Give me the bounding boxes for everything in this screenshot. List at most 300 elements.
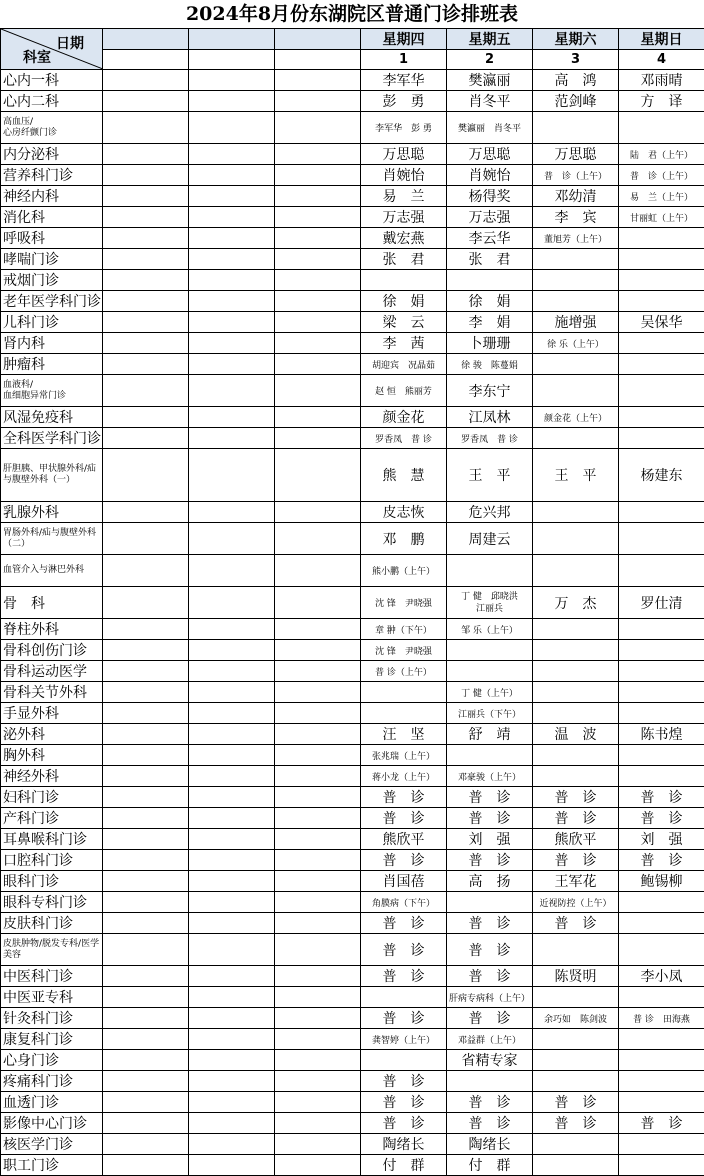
schedule-cell	[619, 502, 704, 523]
schedule-cell: 汪 坚	[361, 724, 447, 745]
day-header: 星期六	[533, 29, 619, 50]
schedule-cell: 普 诊	[361, 934, 447, 966]
schedule-cell	[533, 934, 619, 966]
schedule-cell: 普 诊	[447, 808, 533, 829]
blank-cell	[189, 375, 275, 407]
schedule-cell: 颜金花	[361, 407, 447, 428]
blank-cell	[103, 871, 189, 892]
schedule-cell	[533, 766, 619, 787]
schedule-cell: 邓豪骏（上午）	[447, 766, 533, 787]
blank-cell	[103, 407, 189, 428]
dept-cell: 心内一科	[1, 70, 103, 91]
blank-cell	[189, 1092, 275, 1113]
blank-cell	[103, 703, 189, 724]
blank-cell	[275, 449, 361, 502]
schedule-cell	[361, 270, 447, 291]
day-header: 星期日	[619, 29, 704, 50]
table-row	[1, 850, 704, 871]
schedule-cell: 陈书煌	[619, 724, 704, 745]
table-row	[1, 291, 704, 312]
schedule-cell	[619, 1050, 704, 1071]
schedule-cell	[619, 1134, 704, 1155]
schedule-cell: 方 译	[619, 91, 704, 112]
blank-cell	[189, 640, 275, 661]
schedule-cell	[533, 1071, 619, 1092]
schedule-cell	[619, 640, 704, 661]
blank-cell	[275, 207, 361, 228]
schedule-cell	[533, 1050, 619, 1071]
blank-cell	[189, 144, 275, 165]
table-row	[1, 1155, 704, 1176]
dept-cell: 血管介入与淋巴外科	[1, 555, 103, 587]
blank-cell	[189, 270, 275, 291]
page-title: 2024年8月份东湖院区普通门诊排班表	[0, 0, 704, 28]
table-row	[1, 1029, 704, 1050]
table-row	[1, 766, 704, 787]
schedule-cell	[533, 270, 619, 291]
schedule-cell: 梁 云	[361, 312, 447, 333]
blank-cell	[103, 270, 189, 291]
schedule-cell: 普 诊	[361, 1071, 447, 1092]
blank-cell	[275, 228, 361, 249]
table-row	[1, 270, 704, 291]
schedule-cell	[619, 913, 704, 934]
schedule-cell	[619, 291, 704, 312]
blank-cell	[275, 555, 361, 587]
header-blank	[275, 50, 361, 70]
schedule-cell: 张 君	[361, 249, 447, 270]
schedule-cell: 余巧如 陈剑波	[533, 1008, 619, 1029]
schedule-cell: 邓雨晴	[619, 70, 704, 91]
blank-cell	[275, 808, 361, 829]
schedule-cell	[619, 619, 704, 640]
blank-cell	[189, 555, 275, 587]
schedule-cell: 王军花	[533, 871, 619, 892]
blank-cell	[189, 91, 275, 112]
blank-cell	[103, 745, 189, 766]
schedule-cell	[533, 523, 619, 555]
table-row	[1, 1008, 704, 1029]
schedule-cell: 熊 慧	[361, 449, 447, 502]
schedule-cell	[619, 228, 704, 249]
schedule-cell: 罗仕清	[619, 587, 704, 619]
table-row	[1, 228, 704, 249]
header-blank	[275, 29, 361, 50]
blank-cell	[275, 312, 361, 333]
blank-cell	[103, 934, 189, 966]
blank-cell	[275, 1155, 361, 1176]
blank-cell	[189, 312, 275, 333]
schedule-cell	[533, 619, 619, 640]
schedule-cell	[619, 987, 704, 1008]
schedule-cell: 普 诊	[447, 1113, 533, 1134]
table-row	[1, 703, 704, 724]
schedule-cell: 省精专家	[447, 1050, 533, 1071]
schedule-cell: 温 波	[533, 724, 619, 745]
blank-cell	[103, 112, 189, 144]
schedule-cell: 李军华 彭 勇	[361, 112, 447, 144]
blank-cell	[189, 449, 275, 502]
blank-cell	[275, 892, 361, 913]
schedule-cell: 樊瀛丽 肖冬平	[447, 112, 533, 144]
dept-cell: 骨科创伤门诊	[1, 640, 103, 661]
schedule-cell	[533, 291, 619, 312]
table-row	[1, 555, 704, 587]
date-label: 日期	[56, 33, 84, 53]
dept-cell: 血液科/ 血细胞异常门诊	[1, 375, 103, 407]
schedule-cell: 普 诊	[533, 850, 619, 871]
blank-cell	[275, 619, 361, 640]
schedule-cell	[619, 1029, 704, 1050]
table-row	[1, 207, 704, 228]
schedule-cell	[447, 661, 533, 682]
blank-cell	[103, 1008, 189, 1029]
blank-cell	[103, 787, 189, 808]
schedule-cell: 陶绪长	[447, 1134, 533, 1155]
dept-cell: 核医学门诊	[1, 1134, 103, 1155]
blank-cell	[103, 291, 189, 312]
blank-cell	[275, 1092, 361, 1113]
schedule-cell: 肝病专病科（上午）	[447, 987, 533, 1008]
schedule-cell: 普 诊	[361, 850, 447, 871]
blank-cell	[189, 619, 275, 640]
blank-cell	[189, 1050, 275, 1071]
schedule-cell	[447, 270, 533, 291]
blank-cell	[275, 291, 361, 312]
schedule-cell: 万思聪	[361, 144, 447, 165]
blank-cell	[189, 913, 275, 934]
blank-cell	[103, 228, 189, 249]
dept-cell: 神经外科	[1, 766, 103, 787]
dept-cell: 皮肤科门诊	[1, 913, 103, 934]
schedule-cell	[447, 745, 533, 766]
schedule-cell: 张 君	[447, 249, 533, 270]
blank-cell	[275, 787, 361, 808]
schedule-cell: 普 诊	[447, 966, 533, 987]
schedule-cell: 沈 锋 尹晓强	[361, 640, 447, 661]
schedule-cell: 普 诊	[619, 787, 704, 808]
blank-cell	[275, 829, 361, 850]
blank-cell	[275, 407, 361, 428]
dept-cell: 中医科门诊	[1, 966, 103, 987]
schedule-cell	[619, 1155, 704, 1176]
schedule-cell: 周建云	[447, 523, 533, 555]
schedule-cell	[619, 555, 704, 587]
schedule-cell: 万思聪	[533, 144, 619, 165]
dept-cell: 哮喘门诊	[1, 249, 103, 270]
blank-cell	[275, 70, 361, 91]
schedule-cell: 普 诊	[361, 1092, 447, 1113]
blank-cell	[103, 587, 189, 619]
blank-cell	[189, 966, 275, 987]
schedule-cell: 蒋小龙（上午）	[361, 766, 447, 787]
schedule-cell	[619, 682, 704, 703]
schedule-cell: 普 诊 田海燕	[619, 1008, 704, 1029]
dept-cell: 神经内科	[1, 186, 103, 207]
table-row	[1, 428, 704, 449]
schedule-cell: 范剑峰	[533, 91, 619, 112]
schedule-cell: 李云华	[447, 228, 533, 249]
schedule-cell	[619, 661, 704, 682]
schedule-cell	[447, 555, 533, 587]
schedule-cell: 高 鸿	[533, 70, 619, 91]
blank-cell	[189, 871, 275, 892]
schedule-cell: 普 诊	[533, 808, 619, 829]
schedule-cell: 龚智婷（上午）	[361, 1029, 447, 1050]
schedule-cell: 徐 骏 陈蔓娟	[447, 354, 533, 375]
schedule-cell: 普 诊	[533, 787, 619, 808]
dept-cell: 肾内科	[1, 333, 103, 354]
blank-cell	[189, 934, 275, 966]
schedule-cell	[533, 354, 619, 375]
dept-cell: 乳腺外科	[1, 502, 103, 523]
schedule-cell	[533, 555, 619, 587]
schedule-cell: 普 诊	[361, 787, 447, 808]
blank-cell	[275, 661, 361, 682]
schedule-cell: 江凤林	[447, 407, 533, 428]
blank-cell	[189, 186, 275, 207]
schedule-cell: 陆 君（上午）	[619, 144, 704, 165]
blank-cell	[103, 165, 189, 186]
blank-cell	[103, 449, 189, 502]
schedule-cell: 普 诊	[361, 1113, 447, 1134]
schedule-cell: 罗香凤 普 诊	[447, 428, 533, 449]
schedule-cell: 危兴邦	[447, 502, 533, 523]
dept-cell: 心内二科	[1, 91, 103, 112]
dept-cell: 胃肠外科/疝与腹壁外科（二）	[1, 523, 103, 555]
blank-cell	[103, 966, 189, 987]
dept-cell: 中医亚专科	[1, 987, 103, 1008]
schedule-cell	[361, 987, 447, 1008]
dept-cell: 老年医学科门诊	[1, 291, 103, 312]
schedule-cell: 舒 靖	[447, 724, 533, 745]
schedule-cell: 李小凤	[619, 966, 704, 987]
schedule-cell	[447, 640, 533, 661]
table-row	[1, 829, 704, 850]
blank-cell	[189, 428, 275, 449]
table-row	[1, 70, 704, 91]
schedule-cell: 熊欣平	[533, 829, 619, 850]
blank-cell	[103, 428, 189, 449]
dept-cell: 营养科门诊	[1, 165, 103, 186]
schedule-cell	[619, 766, 704, 787]
blank-cell	[189, 407, 275, 428]
dept-cell: 胸外科	[1, 745, 103, 766]
blank-cell	[189, 1134, 275, 1155]
blank-cell	[189, 850, 275, 871]
dept-cell: 口腔科门诊	[1, 850, 103, 871]
schedule-cell: 江丽兵（下午）	[447, 703, 533, 724]
table-row	[1, 1134, 704, 1155]
schedule-cell	[619, 270, 704, 291]
schedule-cell	[619, 112, 704, 144]
schedule-cell	[619, 428, 704, 449]
schedule-cell	[533, 249, 619, 270]
blank-cell	[275, 913, 361, 934]
schedule-cell: 普 诊	[447, 850, 533, 871]
schedule-cell: 李军华	[361, 70, 447, 91]
blank-cell	[189, 892, 275, 913]
blank-cell	[275, 91, 361, 112]
schedule-cell	[447, 1071, 533, 1092]
blank-cell	[103, 354, 189, 375]
dept-cell: 风湿免疫科	[1, 407, 103, 428]
blank-cell	[103, 619, 189, 640]
schedule-cell: 胡迎宾 况晶茹	[361, 354, 447, 375]
schedule-cell: 皮志恢	[361, 502, 447, 523]
dept-cell: 儿科门诊	[1, 312, 103, 333]
schedule-cell: 肖婉怡	[361, 165, 447, 186]
header-blank	[103, 50, 189, 70]
schedule-cell	[533, 502, 619, 523]
blank-cell	[275, 766, 361, 787]
date-header: 1	[361, 50, 447, 70]
header-row-dates	[1, 50, 704, 70]
table-row	[1, 640, 704, 661]
dept-cell: 手显外科	[1, 703, 103, 724]
table-row	[1, 333, 704, 354]
schedule-cell: 熊小鹏（上午）	[361, 555, 447, 587]
blank-cell	[189, 291, 275, 312]
schedule-cell	[533, 1134, 619, 1155]
schedule-cell: 万思聪	[447, 144, 533, 165]
schedule-cell: 普 诊	[447, 934, 533, 966]
schedule-cell: 施增强	[533, 312, 619, 333]
schedule-cell	[533, 112, 619, 144]
blank-cell	[103, 1092, 189, 1113]
schedule-cell: 邓益群（上午）	[447, 1029, 533, 1050]
dept-cell: 针灸科门诊	[1, 1008, 103, 1029]
schedule-cell	[533, 375, 619, 407]
dept-cell: 血透门诊	[1, 1092, 103, 1113]
table-row	[1, 1050, 704, 1071]
blank-cell	[189, 987, 275, 1008]
dept-cell: 骨科关节外科	[1, 682, 103, 703]
blank-cell	[103, 523, 189, 555]
dept-cell: 消化科	[1, 207, 103, 228]
blank-cell	[275, 270, 361, 291]
schedule-cell: 肖冬平	[447, 91, 533, 112]
blank-cell	[189, 766, 275, 787]
blank-cell	[275, 1134, 361, 1155]
schedule-cell	[533, 682, 619, 703]
schedule-cell: 卜珊珊	[447, 333, 533, 354]
blank-cell	[275, 1008, 361, 1029]
blank-cell	[103, 1050, 189, 1071]
header-blank	[189, 29, 275, 50]
table-row	[1, 587, 704, 619]
blank-cell	[103, 1071, 189, 1092]
schedule-cell	[533, 745, 619, 766]
schedule-cell: 近视防控（上午）	[533, 892, 619, 913]
dept-cell: 骨科运动医学	[1, 661, 103, 682]
schedule-cell: 戴宏燕	[361, 228, 447, 249]
blank-cell	[189, 787, 275, 808]
blank-cell	[189, 112, 275, 144]
dept-cell: 戒烟门诊	[1, 270, 103, 291]
schedule-cell: 徐 乐（上午）	[533, 333, 619, 354]
dept-cell: 骨 科	[1, 587, 103, 619]
blank-cell	[103, 640, 189, 661]
table-row	[1, 449, 704, 502]
schedule-cell: 易 兰（上午）	[619, 186, 704, 207]
blank-cell	[275, 112, 361, 144]
table-row	[1, 112, 704, 144]
schedule-cell: 高 扬	[447, 871, 533, 892]
dept-cell: 眼科门诊	[1, 871, 103, 892]
schedule-cell: 陈贤明	[533, 966, 619, 987]
schedule-cell	[619, 934, 704, 966]
blank-cell	[189, 587, 275, 619]
blank-cell	[103, 502, 189, 523]
blank-cell	[189, 1008, 275, 1029]
blank-cell	[275, 144, 361, 165]
schedule-cell: 罗香凤 普 诊	[361, 428, 447, 449]
schedule-cell	[619, 407, 704, 428]
blank-cell	[189, 207, 275, 228]
blank-cell	[103, 913, 189, 934]
blank-cell	[275, 987, 361, 1008]
blank-cell	[103, 1155, 189, 1176]
table-row	[1, 745, 704, 766]
table-row	[1, 1092, 704, 1113]
date-header: 4	[619, 50, 704, 70]
dept-label: 科室	[23, 47, 51, 67]
schedule-cell	[619, 745, 704, 766]
blank-cell	[103, 1134, 189, 1155]
schedule-cell: 万志强	[361, 207, 447, 228]
schedule-cell: 万 杰	[533, 587, 619, 619]
blank-cell	[189, 829, 275, 850]
blank-cell	[275, 850, 361, 871]
table-row	[1, 808, 704, 829]
table-row	[1, 312, 704, 333]
schedule-cell: 杨得奖	[447, 186, 533, 207]
schedule-cell: 李 宾	[533, 207, 619, 228]
schedule-cell: 普 诊	[447, 913, 533, 934]
table-row	[1, 354, 704, 375]
blank-cell	[103, 312, 189, 333]
blank-cell	[275, 966, 361, 987]
schedule-cell	[361, 1050, 447, 1071]
table-row	[1, 934, 704, 966]
schedule-cell: 李 娟	[447, 312, 533, 333]
schedule-cell	[619, 703, 704, 724]
blank-cell	[189, 808, 275, 829]
day-header: 星期五	[447, 29, 533, 50]
blank-cell	[275, 1113, 361, 1134]
blank-cell	[189, 228, 275, 249]
blank-cell	[103, 850, 189, 871]
dept-cell: 泌外科	[1, 724, 103, 745]
schedule-cell	[619, 249, 704, 270]
dept-cell: 康复科门诊	[1, 1029, 103, 1050]
blank-cell	[103, 661, 189, 682]
blank-cell	[275, 745, 361, 766]
table-row	[1, 724, 704, 745]
blank-cell	[103, 829, 189, 850]
schedule-cell: 邓 鹏	[361, 523, 447, 555]
schedule-cell: 肖婉怡	[447, 165, 533, 186]
table-row	[1, 91, 704, 112]
schedule-cell: 普 诊	[447, 787, 533, 808]
dept-cell: 影像中心门诊	[1, 1113, 103, 1134]
table-row	[1, 1071, 704, 1092]
schedule-cell	[619, 523, 704, 555]
schedule-cell: 刘 强	[447, 829, 533, 850]
date-header: 3	[533, 50, 619, 70]
schedule-cell: 张兆瑞（上午）	[361, 745, 447, 766]
